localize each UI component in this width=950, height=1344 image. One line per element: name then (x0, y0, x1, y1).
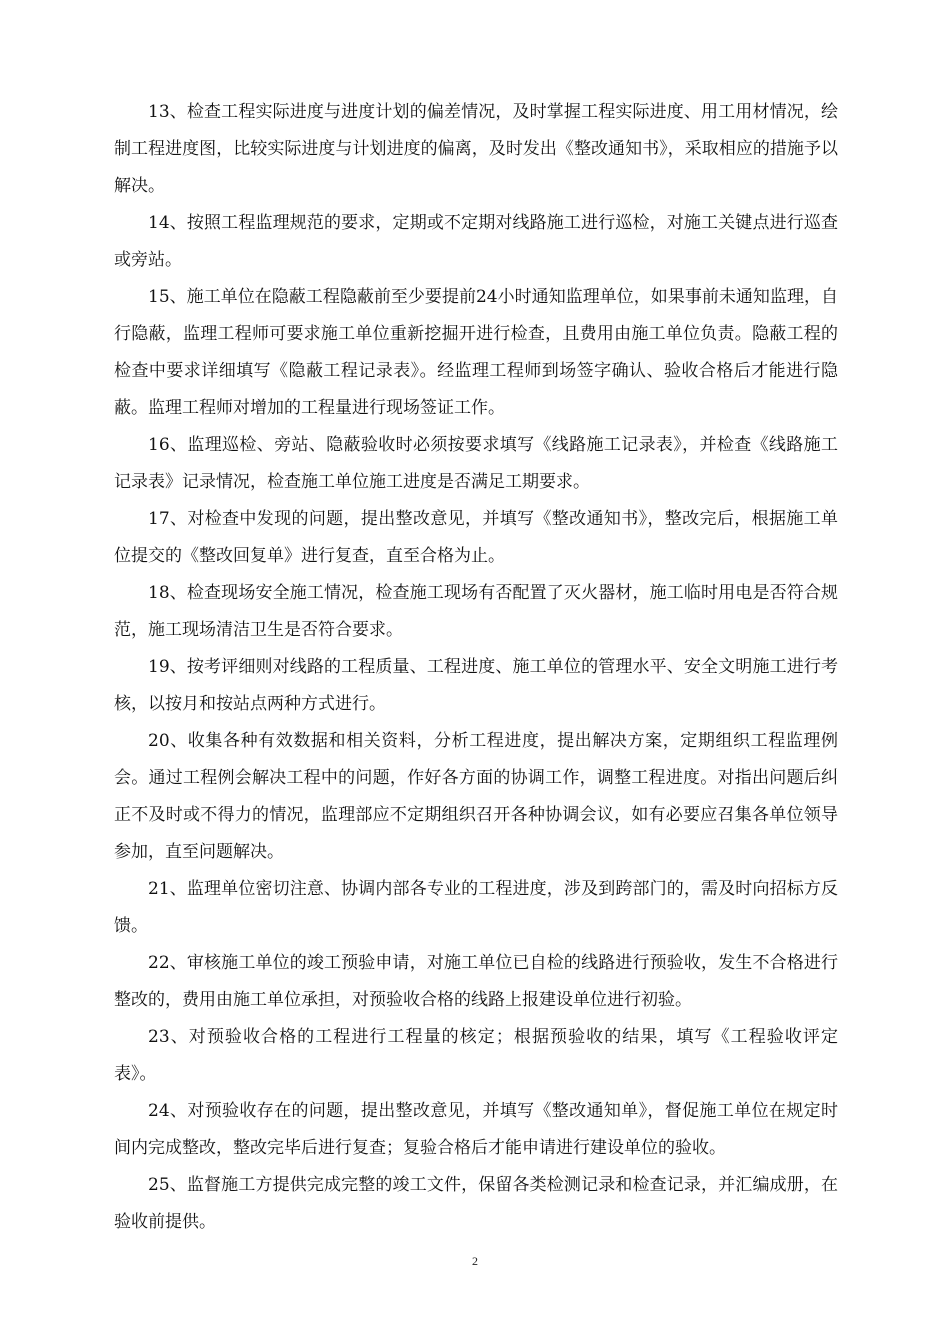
paragraph-19: 19、按考评细则对线路的工程质量、工程进度、施工单位的管理水平、安全文明施工进行考核，以按月和按站点两种方式进行。 (114, 657, 838, 714)
page-number: 2 (472, 1254, 478, 1268)
paragraph-18: 18、检查现场安全施工情况，检查施工现场有否配置了灭火器材，施工临时用电是否符合规范，施工现场清洁卫生是否符合要求。 (114, 583, 838, 640)
paragraph-17: 17、对检查中发现的问题，提出整改意见，并填写《整改通知书》，整改完后，根据施工单位提交的《整改回复单》进行复查，直至合格为止。 (114, 509, 838, 566)
paragraph-16: 16、监理巡检、旁站、隐蔽验收时必须按要求填写《线路施工记录表》，并检查《线路施工记录表》记录情况，检查施工单位施工进度是否满足工期要求。 (114, 435, 838, 492)
paragraph-25: 25、监督施工方提供完成完整的竣工文件，保留各类检测记录和检查记录，并汇编成册，在验收前提供。 (114, 1175, 838, 1232)
paragraph-24: 24、对预验收存在的问题，提出整改意见，并填写《整改通知单》，督促施工单位在规定时间内完成整改，整改完毕后进行复查；复验合格后才能申请进行建设单位的验收。 (114, 1101, 838, 1158)
paragraph-15: 15、施工单位在隐蔽工程隐蔽前至少要提前24小时通知监理单位，如果事前未通知监理，自行隐蔽，监理工程师可要求施工单位重新挖掘开进行检查，且费用由施工单位负责。隐蔽工程的检查中要求详细填写《隐蔽工程记录表》。经监理工程师到场签字确认、验收合格后才能进行隐蔽。监理工程师对增加的工程量进行现场签证工作。 (114, 287, 838, 418)
paragraph-14: 14、按照工程监理规范的要求，定期或不定期对线路施工进行巡检，对施工关键点进行巡查或旁站。 (114, 213, 838, 270)
paragraph-20: 20、收集各种有效数据和相关资料，分析工程进度，提出解决方案，定期组织工程监理例会。通过工程例会解决工程中的问题，作好各方面的协调工作，调整工程进度。对指出问题后纠正不及时或不得力的情况，监理部应不定期组织召开各种协调会议，如有必要应召集各单位领导参加，直至问题解决。 (114, 731, 838, 862)
document-body (114, 94, 838, 1241)
paragraph-22: 22、审核施工单位的竣工预验申请，对施工单位已自检的线路进行预验收，发生不合格进行整改的，费用由施工单位承担，对预验收合格的线路上报建设单位进行初验。 (114, 953, 838, 1010)
paragraph-13: 13、检查工程实际进度与进度计划的偏差情况，及时掌握工程实际进度、用工用材情况，绘制工程进度图，比较实际进度与计划进度的偏离，及时发出《整改通知书》，采取相应的措施予以解决。 (114, 102, 838, 196)
paragraph-23: 23、对预验收合格的工程进行工程量的核定；根据预验收的结果，填写《工程验收评定表》。 (114, 1027, 838, 1084)
paragraph-21: 21、监理单位密切注意、协调内部各专业的工程进度，涉及到跨部门的，需及时向招标方反馈。 (114, 879, 838, 936)
